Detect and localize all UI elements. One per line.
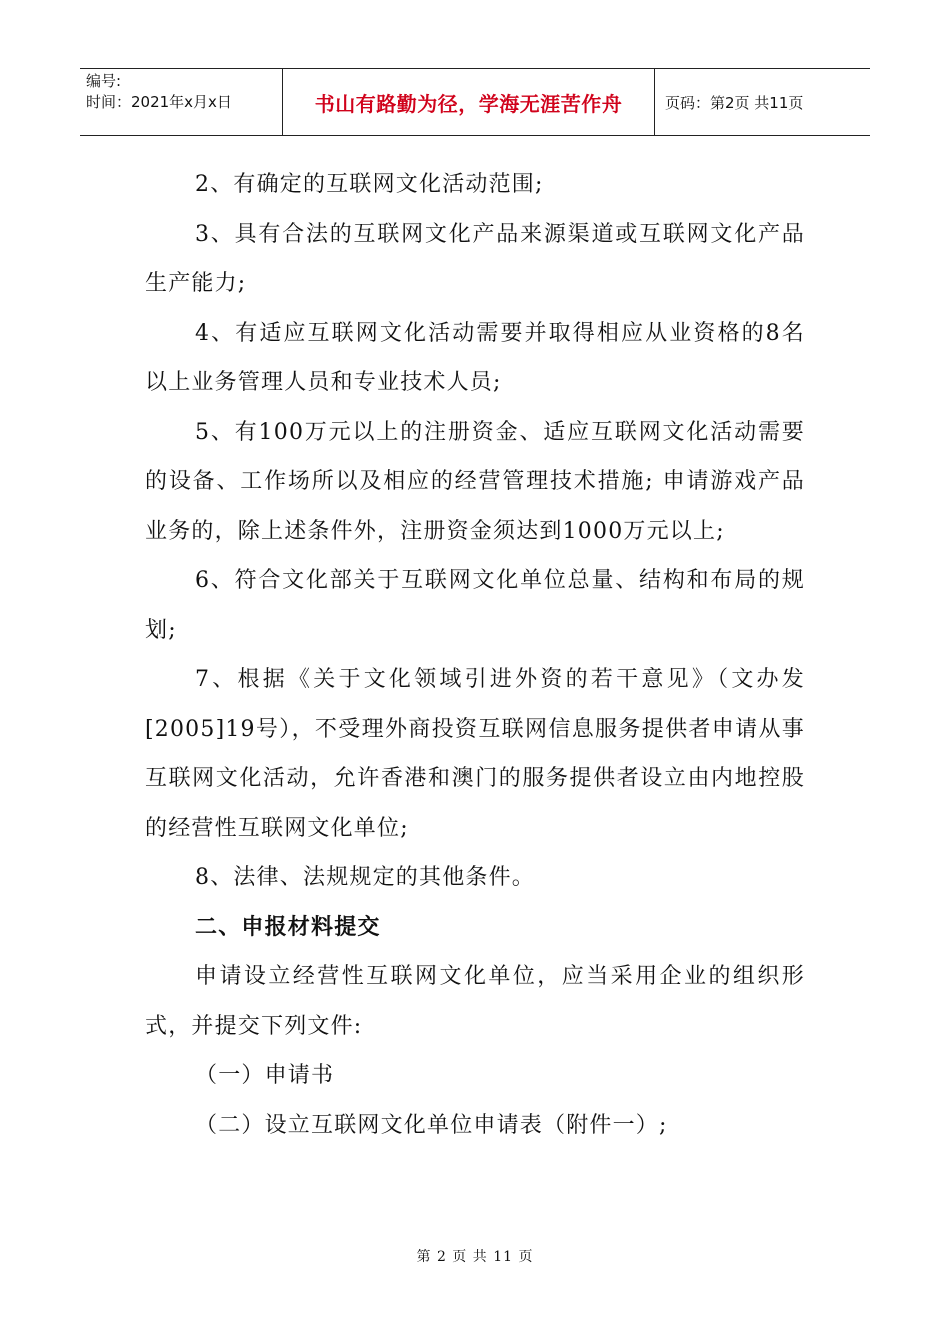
header-page-info: 页码：第2页 共11页 (665, 93, 804, 112)
page-header (80, 68, 870, 136)
paragraph: 4、有适应互联网文化活动需要并取得相应从业资格的8名以上业务管理人员和专业技术人员; (145, 320, 805, 395)
document-body (145, 160, 805, 1150)
page-footer: 第 2 页 共 11 页 (416, 1249, 534, 1265)
paragraph: 6、符合文化部关于互联网文化单位总量、结构和布局的规划; (145, 568, 805, 643)
paragraph: 2、有确定的互联网文化活动范围; (195, 172, 544, 197)
paragraph: 7、根据《关于文化领域引进外资的若干意见》（文办发[2005]19号），不受理外商投资互联网信息服务提供者申请从事互联网文化活动，允许香港和澳门的服务提供者设立由内地控股的经营性互联网文化单位; (145, 667, 805, 841)
section-intro: 申请设立经营性互联网文化单位，应当采用企业的组织形式，并提交下列文件: (145, 964, 805, 1039)
paragraph: 3、具有合法的互联网文化产品来源渠道或互联网文化产品生产能力; (145, 221, 805, 296)
document-date: 时间：2021年x月x日 (86, 93, 232, 111)
paragraph: 5、有100万元以上的注册资金、适应互联网文化活动需要的设备、工作场所以及相应的经营管理技术措施; 申请游戏产品业务的，除上述条件外，注册资金须达到1000万元以上; (145, 419, 805, 544)
list-item: （二）设立互联网文化单位申请表（附件一）; (195, 1112, 668, 1138)
document-number-label: 编号: (86, 72, 122, 90)
header-meta (80, 69, 283, 135)
header-motto: 书山有路勤为径，学海无涯苦作舟 (283, 69, 655, 135)
paragraph: 8、法律、法规规定的其他条件。 (195, 865, 535, 890)
section-heading: 二、申报材料提交 (195, 914, 381, 940)
list-item: （一）申请书 (195, 1063, 335, 1088)
